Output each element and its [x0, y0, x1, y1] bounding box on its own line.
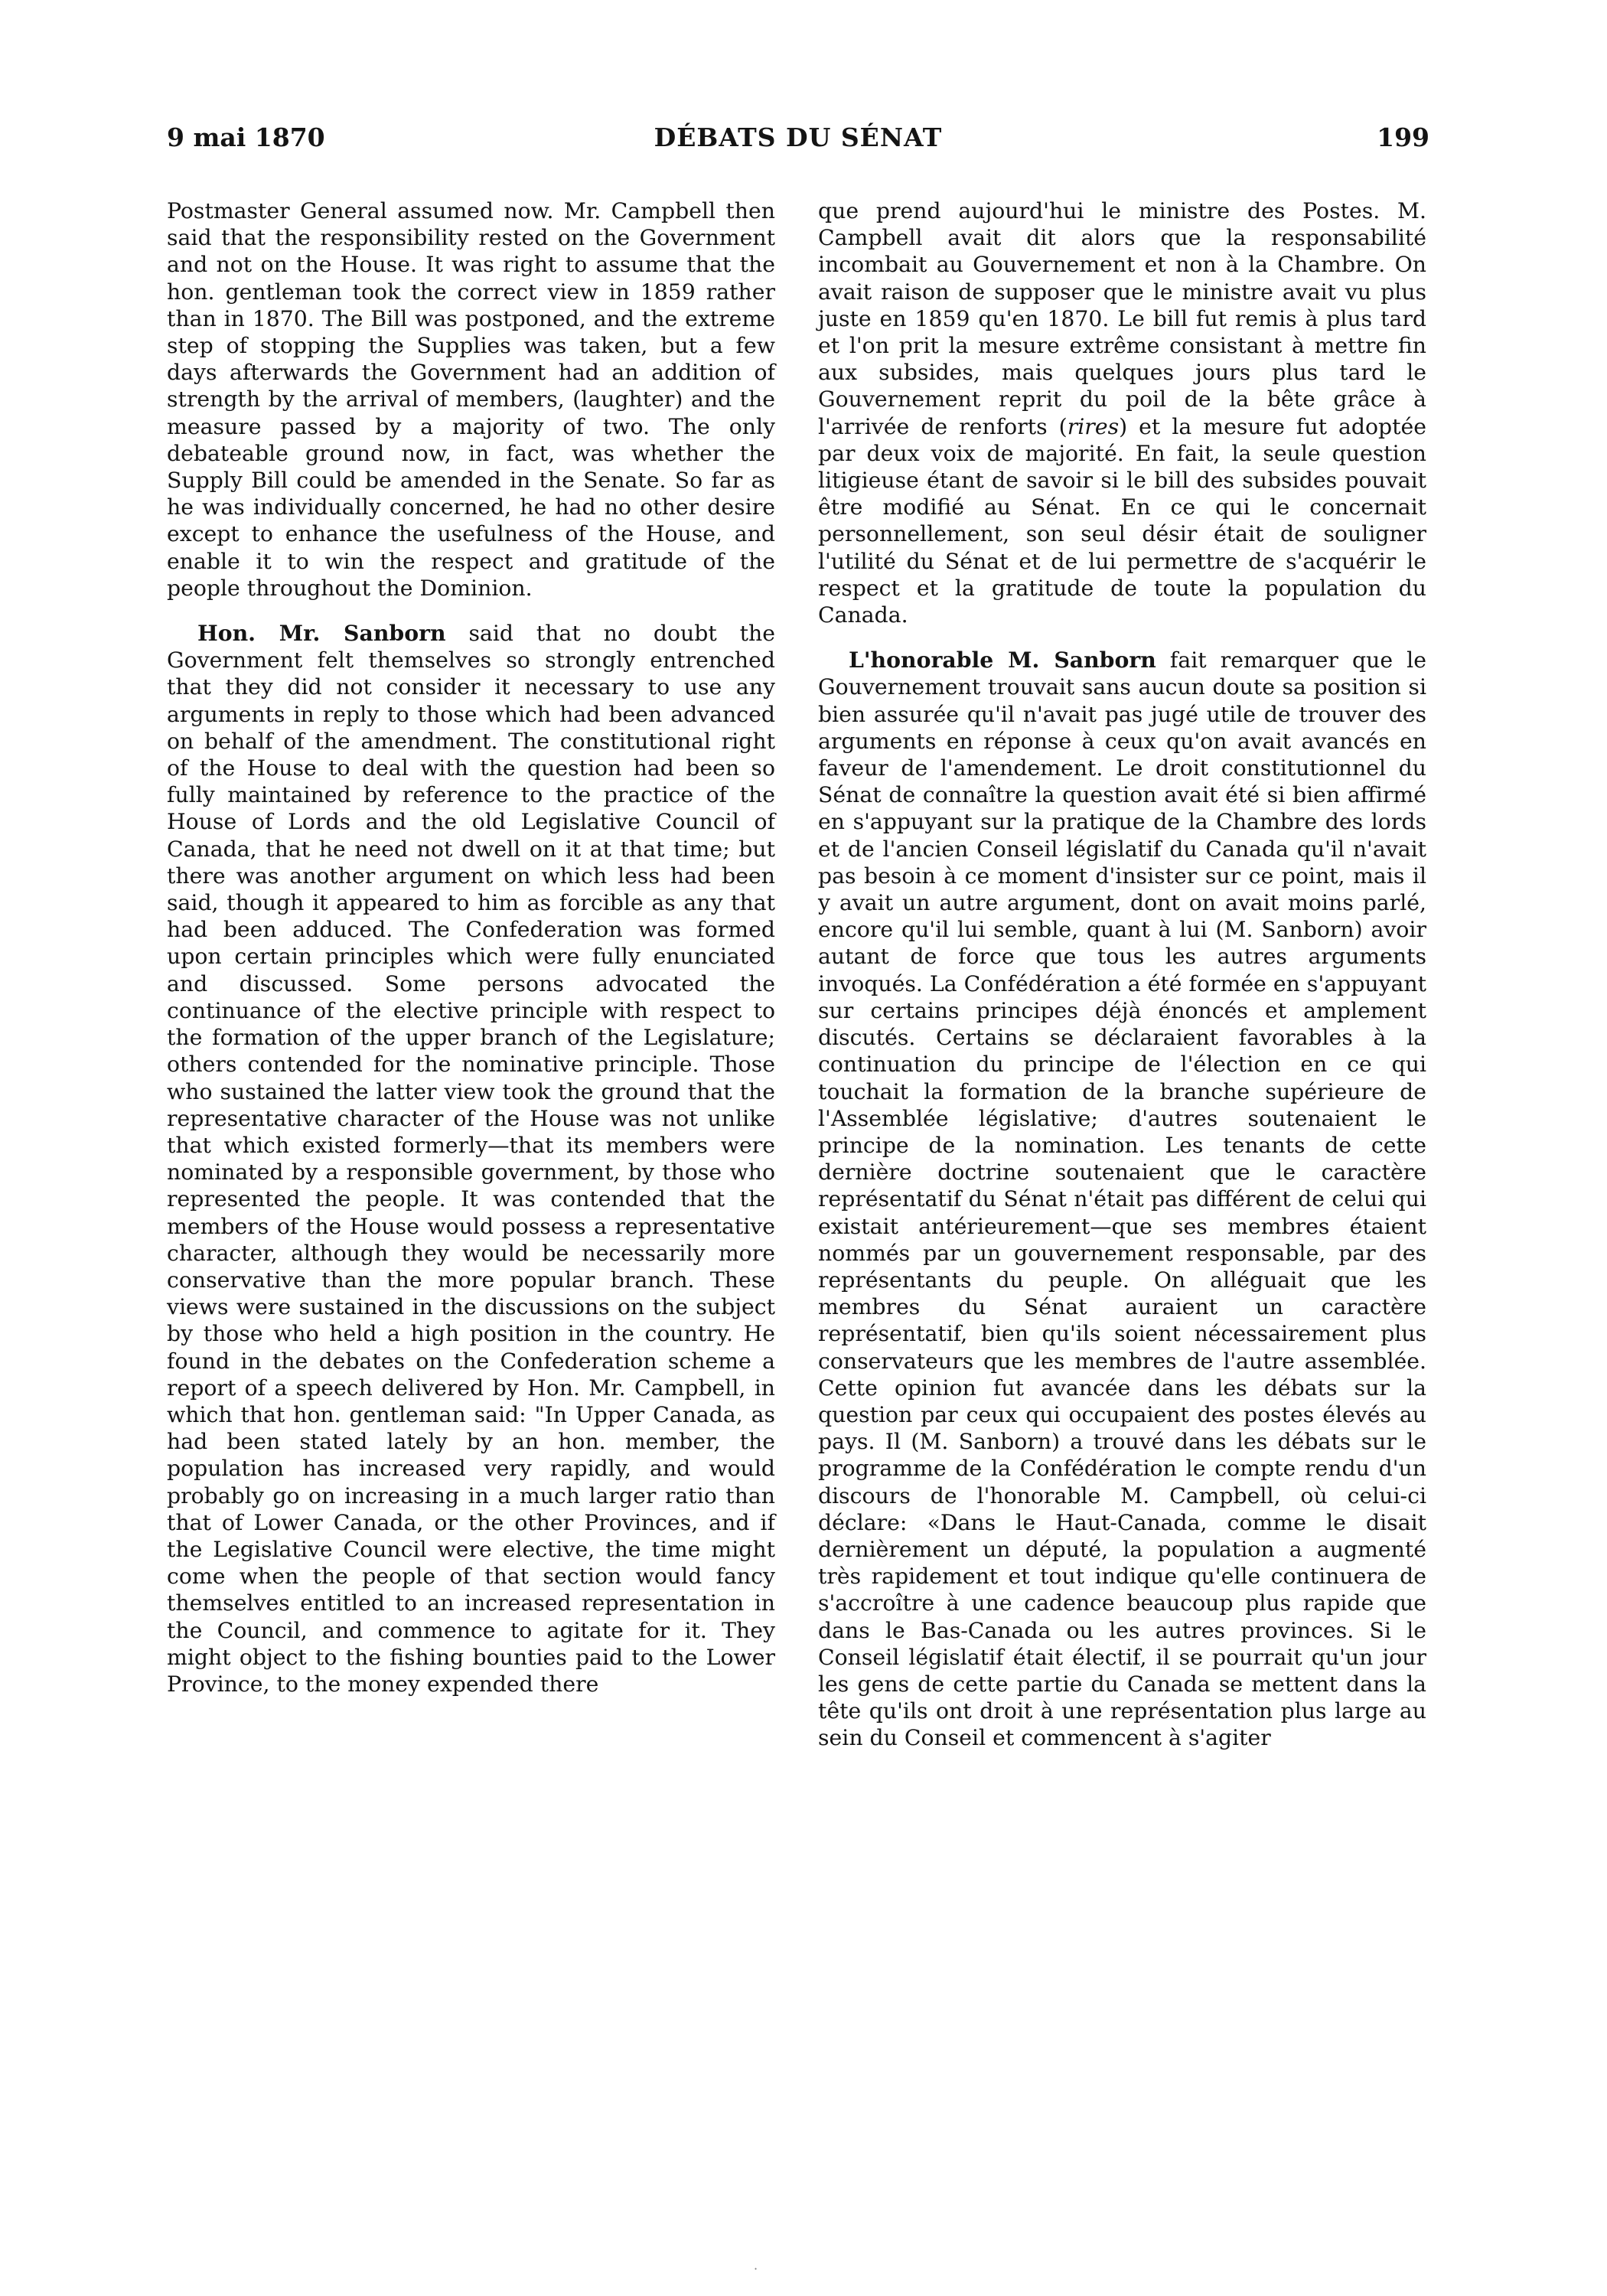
speaker-name-fr: L'honorable M. Sanborn — [849, 647, 1156, 673]
speech-text-fr: fait remarquer que le Gouvernement trouvait sans aucun doute sa position si bien assurée qu'il n'avait pas jugé utile de trouver des arguments en réponse à ceux qu'on avait avancés en faveur de l'amendement. Le droit constitutionnel du Sénat de connaître la question avait été si bien affirmé en s'appuyant sur la pratique de la Chambre des lords et de l'ancien Conseil législatif du Canada qu'il n'avait pas besoin à ce moment d'insister sur ce point, mais il y avait un autre argument, dont on avait moins parlé, encore qu'il lui semble, quant à lui (M. Sanborn) avoir autant de force que tous les autres arguments invoqués. La Confédération a été formée en s'appuyant sur certains principes déjà énoncés et amplement discutés. Certains se déclaraient favorables à la continuation du principe de l'élection en ce qui touchait la formation de la branche supérieure de l'Assemblée législative; d'autres soutenaient le principe de la nomination. Les tenants de cette dernière doctrine soutenaient que le caractère représentatif du Sénat n'était pas différent de celui qui existait antérieurement—que ses membres étaient nommés par un gouvernement responsable, par des représentants du peuple. On alléguait que les membres du Sénat auraient un caractère représentatif, bien qu'ils soient nécessairement plus conservateurs que les membres de l'autre assemblée. Cette opinion fut avancée dans les débats sur la question par ceux qui occupaient des postes élevés au pays. Il (M. Sanborn) a trouvé dans les débats sur le programme de la Confédération le compte rendu d'un discours de l'honorable M. Campbell, où celui-ci déclare: «Dans le Haut-Canada, comme le disait dernièrement un député, la population a augmenté très rapidement et tout indique qu'elle continuera de s'accroître à une cadence beaucoup plus rapide que dans le Bas-Canada ou les autres provinces. Si le Conseil législatif était électif, il se pourrait qu'un jour les gens de cette partie du Canada se mettent dans la tête qu'ils ont droit à une représentation plus large au sein du Conseil et commencent à s'agiter — [818, 647, 1426, 1751]
english-paragraph-1: Postmaster General assumed now. Mr. Campbell then said that the responsibility rested on the Government and not on the House. It was right to assume that the hon. gentleman took the correct view in 1859 rather than in 1870. The Bill was postponed, and the extreme step of stopping the Supplies was taken, but a few days afterwards the Government had an addition of strength by the arrival of members, (laughter) and the measure passed by a majority of two. The only debateable ground now, in fact, was whether the Supply Bill could be amended in the Senate. So far as he was individually concerned, he had no other desire except to enhance the usefulness of the House, and enable it to win the respect and gratitude of the people throughout the Dominion. — [167, 198, 775, 601]
english-column — [167, 197, 775, 1698]
french-text-end: ) et la mesure fut adoptée par deux voix de majorité. En fait, la seule question litigieuse étant de savoir si le bill des subsides pouvait être modifié au Sénat. En ce qui le concernait personnellement, son seul désir était de souligner l'utilité du Sénat et de lui permettre de s'acquérir le respect et la gratitude de toute la population du Canada. — [818, 413, 1427, 628]
header-date: 9 mai 1870 — [167, 122, 325, 152]
french-italic-rires: rires — [1067, 413, 1120, 439]
page-header — [167, 122, 1429, 161]
french-text-start: que prend aujourd'hui le ministre des Postes. M. Campbell avait dit alors que la responsabilité incombait au Gouvernement et non à la Chambre. On avait raison de supposer que le ministre avait vu plus juste en 1859 qu'en 1870. Le bill fut remis à plus tard et l'on prit la mesure extrême consistant à mettre fin aux subsides, mais quelques jours plus tard le Gouvernement reprit du poil de la bête grâce à l'arrivée de renforts ( — [818, 198, 1426, 439]
page-number: 199 — [1377, 122, 1429, 152]
speech-text: said that no doubt the Government felt themselves so strongly entrenched that they did not consider it necessary to use any arguments in reply to those which had been advanced on behalf of the amendment. The constitutional right of the House to deal with the question had been so fully maintained by reference to the practice of the House of Lords and the old Legislative Council of Canada, that he need not dwell on it at that time; but there was another argument on which less had been said, though it appeared to him as forcible as any that had been adduced. The Confederation was formed upon certain principles which were fully enunciated and discussed. Some persons advocated the continuance of the elective principle with respect to the formation of the upper branch of the Legislature; others contended for the nominative principle. Those who sustained the latter view took the ground that the representative character of the House was not unlike that which existed formerly—that its members were nominated by a responsible government, by those who represented the people. It was contended that the members of the House would possess a representative character, although they would be necessarily more conservative than the more popular branch. These views were sustained in the discussions on the subject by those who held a high position in the country. He found in the debates on the Confederation scheme a report of a speech delivered by Hon. Mr. Campbell, in which that hon. gentleman said: "In Upper Canada, as had been stated lately by an hon. member, the population has increased very rapidly, and would probably go on increasing in a much larger ratio than that of Lower Canada, or the other Provinces, and if the Legislative Council were elective, the time might come when the people of that section would fancy themselves entitled to an increased representation in the Council, and commence to agitate for it. They might object to the fishing bounties paid to the Lower Province, to the money expended there — [167, 621, 775, 1697]
french-paragraph-2 — [818, 647, 1426, 1751]
french-paragraph-1 — [818, 197, 1426, 628]
english-paragraph-2 — [167, 620, 775, 1698]
french-column — [818, 197, 1426, 1752]
page-speck: · — [754, 2262, 758, 2276]
speaker-name: Hon. Mr. Sanborn — [197, 620, 446, 647]
header-title: DÉBATS DU SÉNAT — [654, 122, 943, 152]
